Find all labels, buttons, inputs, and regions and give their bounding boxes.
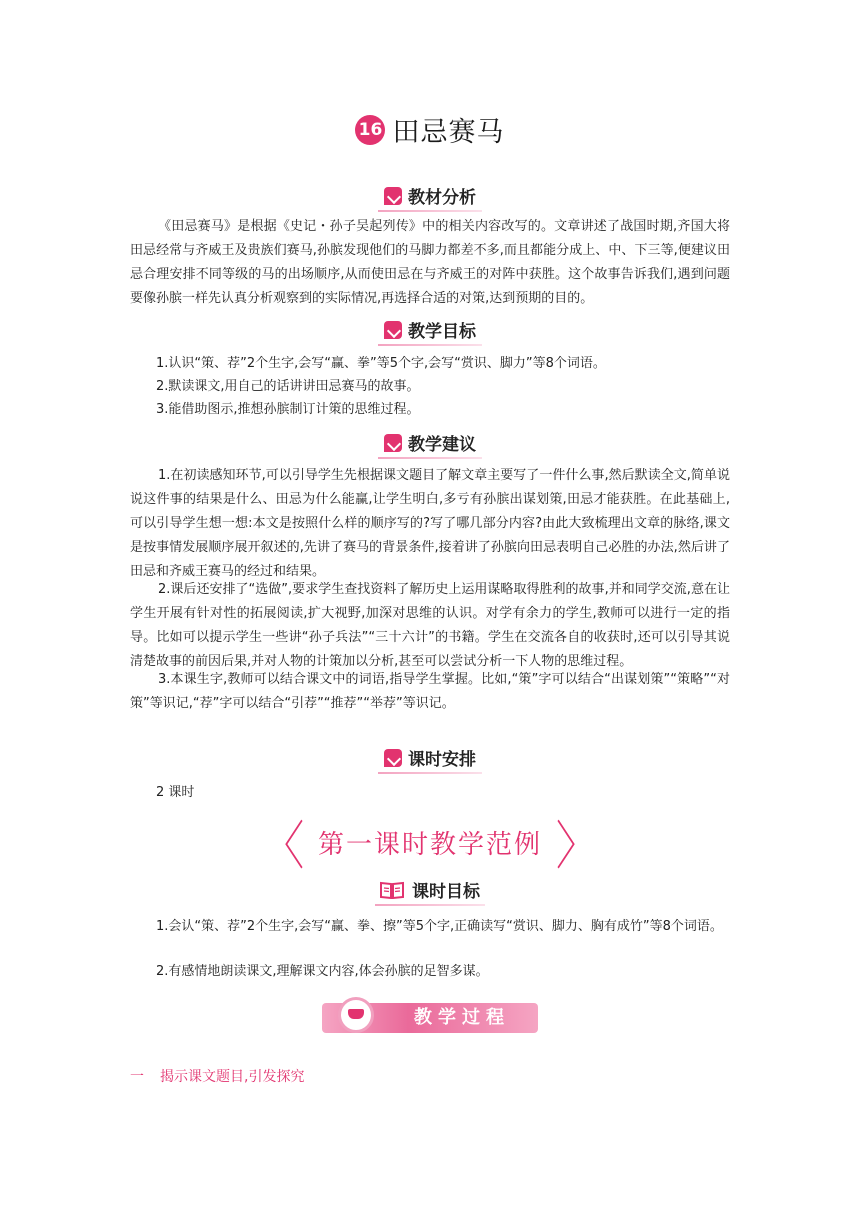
bookmark-icon bbox=[384, 321, 402, 339]
step-heading bbox=[130, 1066, 304, 1086]
teaching-process-title: 教学过程 bbox=[414, 1007, 510, 1028]
goal-item: 2.默读课文,用自己的话讲讲田忌赛马的故事。 bbox=[156, 379, 420, 394]
period-goals-heading bbox=[0, 877, 860, 907]
lesson-header bbox=[0, 110, 860, 149]
first-period-banner bbox=[0, 814, 860, 877]
teaching-process-banner bbox=[322, 1003, 538, 1033]
open-book-icon bbox=[380, 881, 404, 899]
banner-left-bracket: 〈 bbox=[263, 817, 304, 877]
lesson-number-badge: 16 bbox=[355, 115, 385, 145]
section-heading-schedule bbox=[0, 745, 860, 771]
banner-title: 第一课时教学范例 bbox=[317, 830, 542, 860]
suggestion-paragraph: 1.在初读感知环节,可以引导学生先根据课文题目了解文章主要写了一件什么事,然后默读全文,简单说说这件事的结果是什么、田忌为什么能赢,让学生明白,多亏有孙膑出谋划策,田忌才能获胜。在此基础上,可以引导学生想一想:本文是按照什么样的顺序写的?写了哪几部分内容?由此大致梳理出文章的脉络,课文是按事情发展顺序展开叙述的,先讲了赛马的背景条件,接着讲了孙膑向田忌表明自己必胜的办法,然后讲了田忌和齐威王赛马的经过和结果。 bbox=[130, 468, 730, 579]
banner-right-bracket: 〉 bbox=[556, 817, 596, 877]
bookmark-icon bbox=[384, 434, 402, 452]
heading-underline bbox=[375, 904, 485, 906]
period-goal-item: 1.会认“策、荐”2个生字,会写“赢、拳、擦”等5个字,正确读写“赏识、脚力、胸有成竹”等8个词语。 bbox=[156, 919, 723, 934]
section-heading-goals bbox=[0, 317, 860, 343]
section-title: 教学目标 bbox=[408, 322, 476, 342]
section-heading-analysis bbox=[0, 183, 860, 209]
heading-underline bbox=[378, 210, 482, 212]
heading-underline bbox=[378, 457, 482, 459]
section-title: 教学建议 bbox=[408, 435, 476, 455]
goal-item: 3.能借助图示,推想孙膑制订计策的思维过程。 bbox=[156, 402, 420, 417]
suggestion-paragraph: 2.课后还安排了“选做”,要求学生查找资料了解历史上运用谋略取得胜利的故事,并和同学交流,意在让学生开展有针对性的拓展阅读,扩大视野,加深对思维的认识。对学有余力的学生,教师可以进行一定的指导。比如可以提示学生一些讲“孙子兵法”“三十六计”的书籍。学生在交流各自的收获时,还可以引导其说清楚故事的前因后果,并对人物的计策加以分析,甚至可以尝试分析一下人物的思维过程。 bbox=[130, 582, 730, 669]
suggestion-paragraph: 3.本课生字,教师可以结合课文中的词语,指导学生掌握。比如,“策”字可以结合“出谋划策”“策略”“对策”等识记,“荐”字可以结合“引荐”“推荐”“举荐”等识记。 bbox=[130, 672, 730, 711]
period-goal-item: 2.有感情地朗读课文,理解课文内容,体会孙膑的足智多谋。 bbox=[156, 964, 489, 979]
lesson-title: 田忌赛马 bbox=[392, 117, 505, 148]
heading-underline bbox=[378, 772, 482, 774]
analysis-paragraph: 《田忌赛马》是根据《史记・孙子吴起列传》中的相关内容改写的。文章讲述了战国时期,齐国大将田忌经常与齐威王及贵族们赛马,孙膑发现他们的马脚力都差不多,而且都能分成上、中、下三等,便建议田忌合理安排不同等级的马的出场顺序,从而使田忌在与齐威王的对阵中获胜。这个故事告诉我们,遇到问题要像孙膑一样先认真分析观察到的实际情况,再选择合适的对策,达到预期的目的。 bbox=[130, 219, 730, 306]
goal-item: 1.认识“策、荐”2个生字,会写“赢、拳”等5个字,会写“赏识、脚力”等8个词语。 bbox=[156, 356, 606, 371]
period-goals-title: 课时目标 bbox=[412, 882, 480, 902]
bookmark-icon bbox=[384, 749, 402, 767]
step-title: 揭示课文题目,引发探究 bbox=[160, 1069, 305, 1085]
graduation-cap-icon bbox=[338, 997, 374, 1033]
bookmark-icon bbox=[384, 187, 402, 205]
schedule-text: 2 课时 bbox=[156, 785, 195, 800]
section-title: 课时安排 bbox=[408, 750, 476, 770]
step-number: 一 bbox=[130, 1069, 144, 1085]
section-heading-suggestions bbox=[0, 430, 860, 456]
section-title: 教材分析 bbox=[408, 188, 476, 208]
heading-underline bbox=[378, 344, 482, 346]
